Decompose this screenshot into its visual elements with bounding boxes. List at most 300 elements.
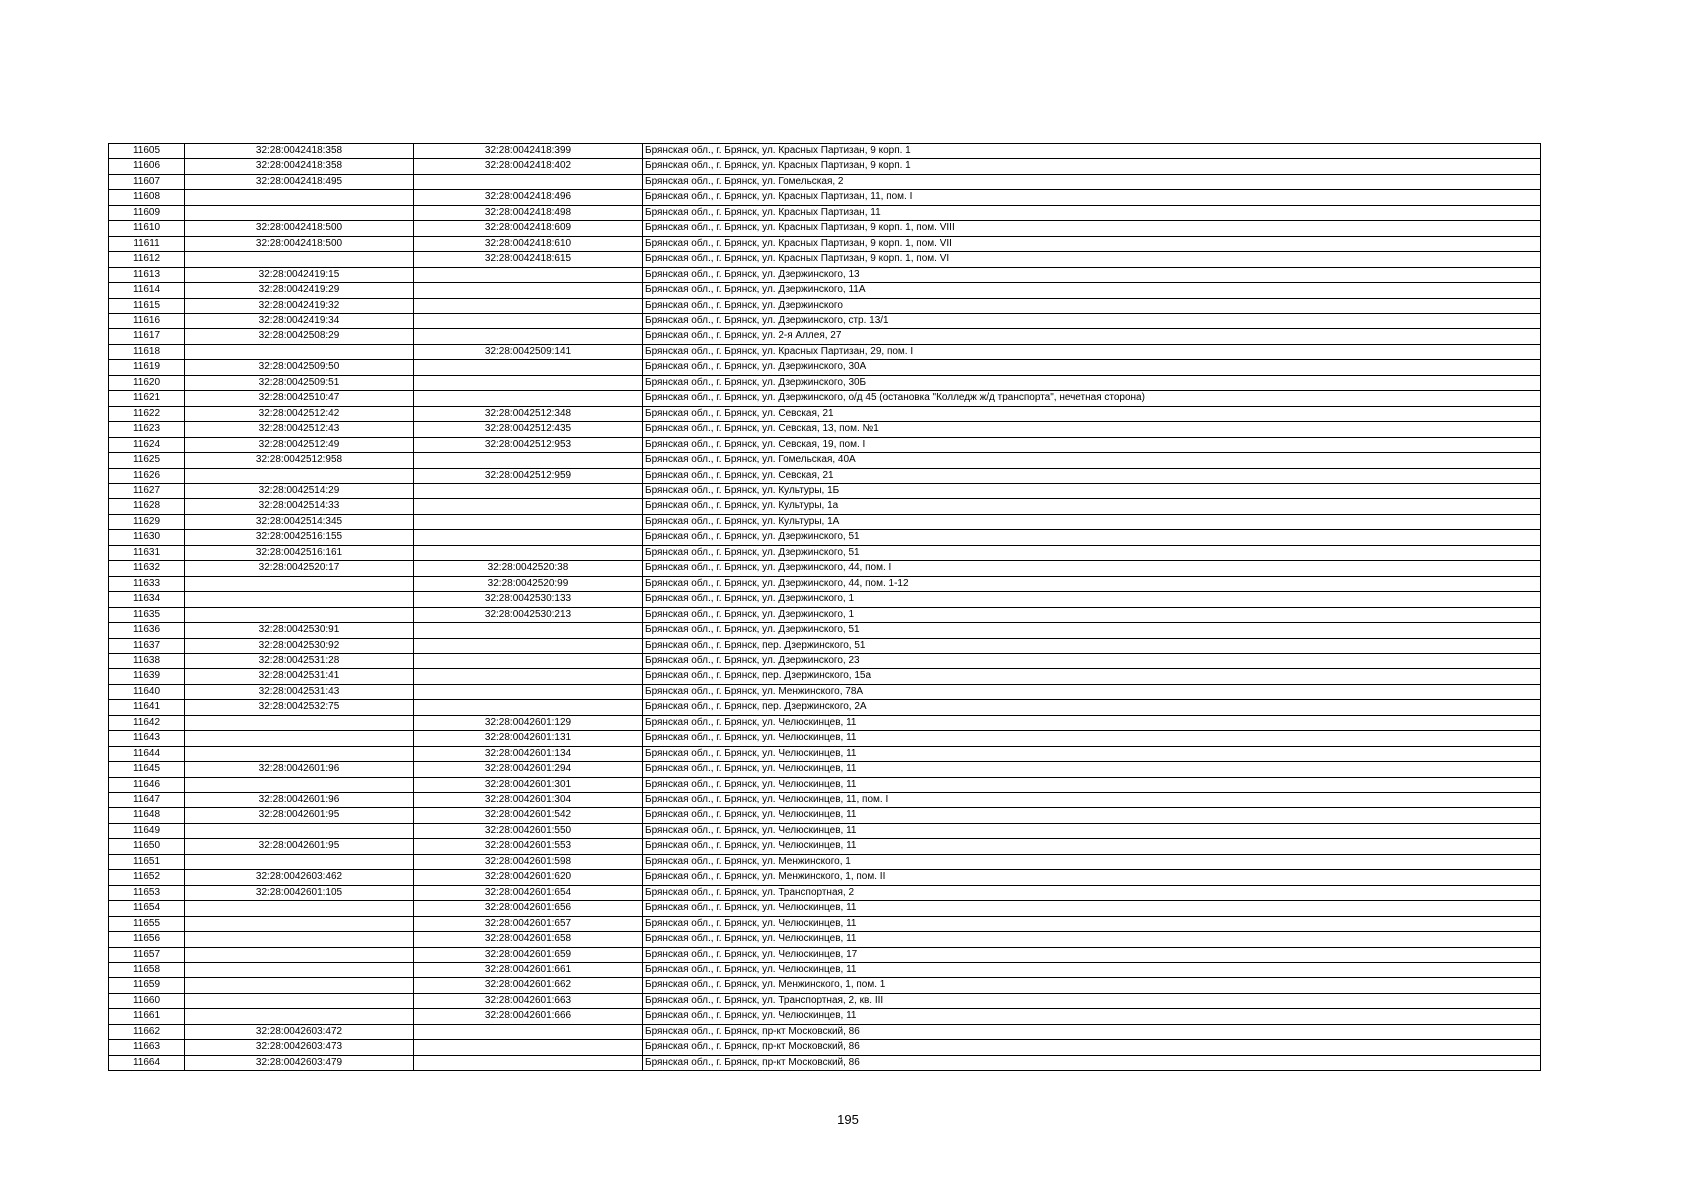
address-cell: Брянская обл., г. Брянск, ул. Гомельская, 40А xyxy=(643,453,1541,468)
parent-cadastral-number-cell xyxy=(185,592,414,607)
row-number-cell: 11606 xyxy=(109,159,185,174)
object-cadastral-number-cell: 32:28:0042530:133 xyxy=(414,592,643,607)
address-cell: Брянская обл., г. Брянск, ул. Севская, 21 xyxy=(643,406,1541,421)
address-cell: Брянская обл., г. Брянск, ул. Менжинского, 1, пом. 1 xyxy=(643,978,1541,993)
table-row xyxy=(109,267,1541,282)
parent-cadastral-number-cell: 32:28:0042508:29 xyxy=(185,329,414,344)
table-row xyxy=(109,669,1541,684)
row-number-cell: 11661 xyxy=(109,1009,185,1024)
object-cadastral-number-cell: 32:28:0042601:654 xyxy=(414,885,643,900)
row-number-cell: 11637 xyxy=(109,638,185,653)
address-cell: Брянская обл., г. Брянск, ул. Красных Партизан, 9 корп. 1 xyxy=(643,159,1541,174)
table-row xyxy=(109,144,1541,159)
address-cell: Брянская обл., г. Брянск, ул. Дзержинского xyxy=(643,298,1541,313)
row-number-cell: 11663 xyxy=(109,1040,185,1055)
table-row xyxy=(109,453,1541,468)
address-cell: Брянская обл., г. Брянск, ул. Челюскинцев, 11 xyxy=(643,777,1541,792)
row-number-cell: 11616 xyxy=(109,313,185,328)
object-cadastral-number-cell: 32:28:0042418:609 xyxy=(414,221,643,236)
table-row xyxy=(109,947,1541,962)
table-row xyxy=(109,360,1541,375)
parent-cadastral-number-cell: 32:28:0042531:41 xyxy=(185,669,414,684)
row-number-cell: 11608 xyxy=(109,190,185,205)
address-cell: Брянская обл., г. Брянск, ул. Красных Партизан, 9 корп. 1 xyxy=(643,144,1541,159)
object-cadastral-number-cell: 32:28:0042601:134 xyxy=(414,746,643,761)
row-number-cell: 11633 xyxy=(109,576,185,591)
table-row xyxy=(109,684,1541,699)
parent-cadastral-number-cell: 32:28:0042603:479 xyxy=(185,1055,414,1070)
address-cell: Брянская обл., г. Брянск, ул. Красных Партизан, 9 корп. 1, пом. VI xyxy=(643,252,1541,267)
table-row xyxy=(109,391,1541,406)
table-row xyxy=(109,190,1541,205)
parent-cadastral-number-cell: 32:28:0042532:75 xyxy=(185,700,414,715)
parent-cadastral-number-cell xyxy=(185,932,414,947)
row-number-cell: 11662 xyxy=(109,1024,185,1039)
row-number-cell: 11639 xyxy=(109,669,185,684)
address-cell: Брянская обл., г. Брянск, пер. Дзержинского, 15а xyxy=(643,669,1541,684)
object-cadastral-number-cell xyxy=(414,638,643,653)
object-cadastral-number-cell xyxy=(414,391,643,406)
row-number-cell: 11650 xyxy=(109,839,185,854)
object-cadastral-number-cell xyxy=(414,283,643,298)
table-row xyxy=(109,885,1541,900)
address-cell: Брянская обл., г. Брянск, ул. Красных Партизан, 9 корп. 1, пом. VII xyxy=(643,236,1541,251)
address-cell: Брянская обл., г. Брянск, пер. Дзержинского, 51 xyxy=(643,638,1541,653)
object-cadastral-number-cell: 32:28:0042601:656 xyxy=(414,901,643,916)
table-row xyxy=(109,221,1541,236)
address-cell: Брянская обл., г. Брянск, ул. Красных Партизан, 29, пом. I xyxy=(643,344,1541,359)
address-cell: Брянская обл., г. Брянск, ул. Челюскинцев, 11 xyxy=(643,963,1541,978)
table-row xyxy=(109,422,1541,437)
table-row xyxy=(109,375,1541,390)
object-cadastral-number-cell xyxy=(414,530,643,545)
object-cadastral-number-cell: 32:28:0042601:657 xyxy=(414,916,643,931)
table-row xyxy=(109,777,1541,792)
parent-cadastral-number-cell: 32:28:0042514:29 xyxy=(185,483,414,498)
parent-cadastral-number-cell: 32:28:0042418:495 xyxy=(185,174,414,189)
parent-cadastral-number-cell: 32:28:0042510:47 xyxy=(185,391,414,406)
address-cell: Брянская обл., г. Брянск, ул. Менжинского, 1 xyxy=(643,854,1541,869)
table-row xyxy=(109,916,1541,931)
parent-cadastral-number-cell: 32:28:0042601:105 xyxy=(185,885,414,900)
object-cadastral-number-cell xyxy=(414,1040,643,1055)
row-number-cell: 11629 xyxy=(109,514,185,529)
row-number-cell: 11646 xyxy=(109,777,185,792)
row-number-cell: 11607 xyxy=(109,174,185,189)
row-number-cell: 11628 xyxy=(109,499,185,514)
parent-cadastral-number-cell xyxy=(185,731,414,746)
object-cadastral-number-cell xyxy=(414,1055,643,1070)
row-number-cell: 11631 xyxy=(109,545,185,560)
object-cadastral-number-cell: 32:28:0042601:620 xyxy=(414,870,643,885)
row-number-cell: 11630 xyxy=(109,530,185,545)
address-cell: Брянская обл., г. Брянск, ул. Культуры, 1А xyxy=(643,514,1541,529)
parent-cadastral-number-cell: 32:28:0042418:500 xyxy=(185,221,414,236)
row-number-cell: 11611 xyxy=(109,236,185,251)
address-cell: Брянская обл., г. Брянск, ул. Дзержинского, 44, пом. 1-12 xyxy=(643,576,1541,591)
address-cell: Брянская обл., г. Брянск, ул. Дзержинского, о/д 45 (остановка "Колледж ж/д транспорта", нечетная сторона) xyxy=(643,391,1541,406)
parent-cadastral-number-cell xyxy=(185,746,414,761)
parent-cadastral-number-cell xyxy=(185,576,414,591)
registry-table-body xyxy=(109,144,1541,1071)
table-row xyxy=(109,561,1541,576)
address-cell: Брянская обл., г. Брянск, ул. Дзержинского, 51 xyxy=(643,530,1541,545)
object-cadastral-number-cell: 32:28:0042418:615 xyxy=(414,252,643,267)
object-cadastral-number-cell xyxy=(414,298,643,313)
row-number-cell: 11655 xyxy=(109,916,185,931)
parent-cadastral-number-cell xyxy=(185,715,414,730)
row-number-cell: 11617 xyxy=(109,329,185,344)
object-cadastral-number-cell xyxy=(414,669,643,684)
row-number-cell: 11644 xyxy=(109,746,185,761)
address-cell: Брянская обл., г. Брянск, ул. Транспортная, 2, кв. III xyxy=(643,993,1541,1008)
row-number-cell: 11658 xyxy=(109,963,185,978)
parent-cadastral-number-cell xyxy=(185,1009,414,1024)
object-cadastral-number-cell: 32:28:0042601:294 xyxy=(414,762,643,777)
parent-cadastral-number-cell: 32:28:0042530:92 xyxy=(185,638,414,653)
row-number-cell: 11642 xyxy=(109,715,185,730)
row-number-cell: 11613 xyxy=(109,267,185,282)
object-cadastral-number-cell xyxy=(414,684,643,699)
row-number-cell: 11625 xyxy=(109,453,185,468)
table-row xyxy=(109,978,1541,993)
table-row xyxy=(109,530,1541,545)
address-cell: Брянская обл., г. Брянск, ул. Севская, 19, пом. I xyxy=(643,437,1541,452)
row-number-cell: 11621 xyxy=(109,391,185,406)
row-number-cell: 11659 xyxy=(109,978,185,993)
table-row xyxy=(109,854,1541,869)
row-number-cell: 11622 xyxy=(109,406,185,421)
object-cadastral-number-cell xyxy=(414,329,643,344)
object-cadastral-number-cell xyxy=(414,499,643,514)
table-row xyxy=(109,653,1541,668)
table-row xyxy=(109,437,1541,452)
object-cadastral-number-cell: 32:28:0042601:663 xyxy=(414,993,643,1008)
table-row xyxy=(109,298,1541,313)
parent-cadastral-number-cell: 32:28:0042603:462 xyxy=(185,870,414,885)
address-cell: Брянская обл., г. Брянск, ул. Дзержинского, 51 xyxy=(643,545,1541,560)
object-cadastral-number-cell xyxy=(414,360,643,375)
object-cadastral-number-cell: 32:28:0042418:496 xyxy=(414,190,643,205)
object-cadastral-number-cell: 32:28:0042418:610 xyxy=(414,236,643,251)
table-row xyxy=(109,963,1541,978)
row-number-cell: 11652 xyxy=(109,870,185,885)
parent-cadastral-number-cell: 32:28:0042514:33 xyxy=(185,499,414,514)
parent-cadastral-number-cell: 32:28:0042603:472 xyxy=(185,1024,414,1039)
table-row xyxy=(109,468,1541,483)
table-row xyxy=(109,839,1541,854)
table-row xyxy=(109,823,1541,838)
table-row xyxy=(109,406,1541,421)
parent-cadastral-number-cell xyxy=(185,993,414,1008)
parent-cadastral-number-cell: 32:28:0042603:473 xyxy=(185,1040,414,1055)
table-row xyxy=(109,932,1541,947)
address-cell: Брянская обл., г. Брянск, ул. Культуры, 1а xyxy=(643,499,1541,514)
parent-cadastral-number-cell: 32:28:0042512:958 xyxy=(185,453,414,468)
row-number-cell: 11643 xyxy=(109,731,185,746)
parent-cadastral-number-cell xyxy=(185,205,414,220)
row-number-cell: 11626 xyxy=(109,468,185,483)
parent-cadastral-number-cell: 32:28:0042418:358 xyxy=(185,144,414,159)
table-row xyxy=(109,700,1541,715)
parent-cadastral-number-cell xyxy=(185,963,414,978)
row-number-cell: 11647 xyxy=(109,793,185,808)
table-row xyxy=(109,174,1541,189)
table-row xyxy=(109,514,1541,529)
object-cadastral-number-cell: 32:28:0042520:99 xyxy=(414,576,643,591)
row-number-cell: 11634 xyxy=(109,592,185,607)
address-cell: Брянская обл., г. Брянск, ул. Дзержинского, 30Б xyxy=(643,375,1541,390)
row-number-cell: 11648 xyxy=(109,808,185,823)
parent-cadastral-number-cell xyxy=(185,916,414,931)
object-cadastral-number-cell: 32:28:0042601:553 xyxy=(414,839,643,854)
object-cadastral-number-cell: 32:28:0042418:399 xyxy=(414,144,643,159)
row-number-cell: 11612 xyxy=(109,252,185,267)
row-number-cell: 11657 xyxy=(109,947,185,962)
address-cell: Брянская обл., г. Брянск, ул. Челюскинцев, 11 xyxy=(643,746,1541,761)
address-cell: Брянская обл., г. Брянск, ул. Транспортная, 2 xyxy=(643,885,1541,900)
address-cell: Брянская обл., г. Брянск, ул. Челюскинцев, 11 xyxy=(643,916,1541,931)
parent-cadastral-number-cell xyxy=(185,344,414,359)
table-row xyxy=(109,205,1541,220)
object-cadastral-number-cell: 32:28:0042601:659 xyxy=(414,947,643,962)
address-cell: Брянская обл., г. Брянск, ул. Дзержинского, 30А xyxy=(643,360,1541,375)
table-row xyxy=(109,715,1541,730)
row-number-cell: 11638 xyxy=(109,653,185,668)
object-cadastral-number-cell xyxy=(414,700,643,715)
row-number-cell: 11624 xyxy=(109,437,185,452)
table-row xyxy=(109,236,1541,251)
parent-cadastral-number-cell xyxy=(185,978,414,993)
row-number-cell: 11654 xyxy=(109,901,185,916)
table-row xyxy=(109,993,1541,1008)
parent-cadastral-number-cell: 32:28:0042509:51 xyxy=(185,375,414,390)
object-cadastral-number-cell: 32:28:0042601:304 xyxy=(414,793,643,808)
address-cell: Брянская обл., г. Брянск, ул. Челюскинцев, 11 xyxy=(643,762,1541,777)
table-row xyxy=(109,313,1541,328)
table-row xyxy=(109,607,1541,622)
table-row xyxy=(109,576,1541,591)
object-cadastral-number-cell xyxy=(414,514,643,529)
parent-cadastral-number-cell: 32:28:0042601:95 xyxy=(185,839,414,854)
parent-cadastral-number-cell: 32:28:0042514:345 xyxy=(185,514,414,529)
object-cadastral-number-cell xyxy=(414,267,643,282)
row-number-cell: 11609 xyxy=(109,205,185,220)
row-number-cell: 11605 xyxy=(109,144,185,159)
address-cell: Брянская обл., г. Брянск, ул. Челюскинцев, 11 xyxy=(643,1009,1541,1024)
parent-cadastral-number-cell xyxy=(185,190,414,205)
address-cell: Брянская обл., г. Брянск, ул. Севская, 13, пом. №1 xyxy=(643,422,1541,437)
object-cadastral-number-cell: 32:28:0042530:213 xyxy=(414,607,643,622)
parent-cadastral-number-cell xyxy=(185,252,414,267)
address-cell: Брянская обл., г. Брянск, ул. Гомельская, 2 xyxy=(643,174,1541,189)
table-row xyxy=(109,901,1541,916)
table-row xyxy=(109,746,1541,761)
table-row xyxy=(109,1009,1541,1024)
object-cadastral-number-cell: 32:28:0042512:435 xyxy=(414,422,643,437)
parent-cadastral-number-cell: 32:28:0042601:95 xyxy=(185,808,414,823)
address-cell: Брянская обл., г. Брянск, пр-кт Московский, 86 xyxy=(643,1055,1541,1070)
address-cell: Брянская обл., г. Брянск, ул. Челюскинцев, 11 xyxy=(643,823,1541,838)
object-cadastral-number-cell: 32:28:0042601:598 xyxy=(414,854,643,869)
table-row xyxy=(109,283,1541,298)
object-cadastral-number-cell: 32:28:0042601:550 xyxy=(414,823,643,838)
address-cell: Брянская обл., г. Брянск, ул. Челюскинцев, 11 xyxy=(643,932,1541,947)
table-row xyxy=(109,483,1541,498)
row-number-cell: 11656 xyxy=(109,932,185,947)
object-cadastral-number-cell: 32:28:0042418:402 xyxy=(414,159,643,174)
row-number-cell: 11636 xyxy=(109,623,185,638)
row-number-cell: 11620 xyxy=(109,375,185,390)
address-cell: Брянская обл., г. Брянск, ул. Дзержинского, 23 xyxy=(643,653,1541,668)
address-cell: Брянская обл., г. Брянск, ул. Челюскинцев, 11 xyxy=(643,731,1541,746)
address-cell: Брянская обл., г. Брянск, ул. Менжинского, 1, пом. II xyxy=(643,870,1541,885)
table-row xyxy=(109,329,1541,344)
object-cadastral-number-cell xyxy=(414,653,643,668)
object-cadastral-number-cell: 32:28:0042601:129 xyxy=(414,715,643,730)
table-row xyxy=(109,870,1541,885)
address-cell: Брянская обл., г. Брянск, ул. Челюскинцев, 11, пом. I xyxy=(643,793,1541,808)
object-cadastral-number-cell: 32:28:0042601:658 xyxy=(414,932,643,947)
table-row xyxy=(109,623,1541,638)
parent-cadastral-number-cell: 32:28:0042512:42 xyxy=(185,406,414,421)
table-row xyxy=(109,638,1541,653)
address-cell: Брянская обл., г. Брянск, ул. 2-я Аллея, 27 xyxy=(643,329,1541,344)
row-number-cell: 11619 xyxy=(109,360,185,375)
parent-cadastral-number-cell: 32:28:0042509:50 xyxy=(185,360,414,375)
parent-cadastral-number-cell: 32:28:0042512:43 xyxy=(185,422,414,437)
page-number: 195 xyxy=(837,1112,859,1127)
row-number-cell: 11640 xyxy=(109,684,185,699)
object-cadastral-number-cell: 32:28:0042601:301 xyxy=(414,777,643,792)
row-number-cell: 11623 xyxy=(109,422,185,437)
table-row xyxy=(109,762,1541,777)
parent-cadastral-number-cell: 32:28:0042418:358 xyxy=(185,159,414,174)
address-cell: Брянская обл., г. Брянск, ул. Красных Партизан, 11 xyxy=(643,205,1541,220)
address-cell: Брянская обл., г. Брянск, ул. Челюскинцев, 11 xyxy=(643,839,1541,854)
address-cell: Брянская обл., г. Брянск, ул. Челюскинцев, 17 xyxy=(643,947,1541,962)
address-cell: Брянская обл., г. Брянск, пр-кт Московский, 86 xyxy=(643,1040,1541,1055)
row-number-cell: 11651 xyxy=(109,854,185,869)
object-cadastral-number-cell xyxy=(414,375,643,390)
parent-cadastral-number-cell xyxy=(185,947,414,962)
table-row xyxy=(109,545,1541,560)
address-cell: Брянская обл., г. Брянск, ул. Красных Партизан, 11, пом. I xyxy=(643,190,1541,205)
object-cadastral-number-cell: 32:28:0042601:661 xyxy=(414,963,643,978)
address-cell: Брянская обл., г. Брянск, ул. Челюскинцев, 11 xyxy=(643,715,1541,730)
row-number-cell: 11641 xyxy=(109,700,185,715)
parent-cadastral-number-cell: 32:28:0042419:32 xyxy=(185,298,414,313)
address-cell: Брянская обл., г. Брянск, ул. Дзержинского, 1 xyxy=(643,607,1541,622)
table-row xyxy=(109,252,1541,267)
object-cadastral-number-cell: 32:28:0042601:662 xyxy=(414,978,643,993)
parent-cadastral-number-cell xyxy=(185,468,414,483)
object-cadastral-number-cell xyxy=(414,313,643,328)
parent-cadastral-number-cell xyxy=(185,607,414,622)
row-number-cell: 11653 xyxy=(109,885,185,900)
object-cadastral-number-cell: 32:28:0042512:953 xyxy=(414,437,643,452)
table-row xyxy=(109,592,1541,607)
parent-cadastral-number-cell: 32:28:0042516:155 xyxy=(185,530,414,545)
parent-cadastral-number-cell xyxy=(185,854,414,869)
address-cell: Брянская обл., г. Брянск, ул. Красных Партизан, 9 корп. 1, пом. VIII xyxy=(643,221,1541,236)
parent-cadastral-number-cell xyxy=(185,777,414,792)
object-cadastral-number-cell: 32:28:0042520:38 xyxy=(414,561,643,576)
address-cell: Брянская обл., г. Брянск, ул. Челюскинцев, 11 xyxy=(643,808,1541,823)
row-number-cell: 11635 xyxy=(109,607,185,622)
row-number-cell: 11610 xyxy=(109,221,185,236)
address-cell: Брянская обл., г. Брянск, ул. Менжинского, 78А xyxy=(643,684,1541,699)
parent-cadastral-number-cell: 32:28:0042516:161 xyxy=(185,545,414,560)
object-cadastral-number-cell xyxy=(414,453,643,468)
address-cell: Брянская обл., г. Брянск, пер. Дзержинского, 2А xyxy=(643,700,1541,715)
address-cell: Брянская обл., г. Брянск, ул. Дзержинского, 13 xyxy=(643,267,1541,282)
registry-table xyxy=(108,143,1541,1071)
table-row xyxy=(109,159,1541,174)
parent-cadastral-number-cell: 32:28:0042520:17 xyxy=(185,561,414,576)
parent-cadastral-number-cell: 32:28:0042512:49 xyxy=(185,437,414,452)
table-row xyxy=(109,1024,1541,1039)
address-cell: Брянская обл., г. Брянск, ул. Культуры, 1Б xyxy=(643,483,1541,498)
row-number-cell: 11615 xyxy=(109,298,185,313)
object-cadastral-number-cell xyxy=(414,1024,643,1039)
table-row xyxy=(109,793,1541,808)
parent-cadastral-number-cell: 32:28:0042419:29 xyxy=(185,283,414,298)
object-cadastral-number-cell xyxy=(414,174,643,189)
parent-cadastral-number-cell: 32:28:0042601:96 xyxy=(185,762,414,777)
row-number-cell: 11632 xyxy=(109,561,185,576)
object-cadastral-number-cell: 32:28:0042601:542 xyxy=(414,808,643,823)
parent-cadastral-number-cell: 32:28:0042531:28 xyxy=(185,653,414,668)
table-row xyxy=(109,344,1541,359)
row-number-cell: 11645 xyxy=(109,762,185,777)
address-cell: Брянская обл., г. Брянск, ул. Дзержинского, 51 xyxy=(643,623,1541,638)
table-row xyxy=(109,731,1541,746)
row-number-cell: 11614 xyxy=(109,283,185,298)
address-cell: Брянская обл., г. Брянск, ул. Дзержинского, 11А xyxy=(643,283,1541,298)
parent-cadastral-number-cell: 32:28:0042530:91 xyxy=(185,623,414,638)
parent-cadastral-number-cell: 32:28:0042418:500 xyxy=(185,236,414,251)
table-row xyxy=(109,499,1541,514)
row-number-cell: 11649 xyxy=(109,823,185,838)
address-cell: Брянская обл., г. Брянск, ул. Челюскинцев, 11 xyxy=(643,901,1541,916)
parent-cadastral-number-cell xyxy=(185,823,414,838)
row-number-cell: 11664 xyxy=(109,1055,185,1070)
table-row xyxy=(109,808,1541,823)
parent-cadastral-number-cell xyxy=(185,901,414,916)
address-cell: Брянская обл., г. Брянск, ул. Дзержинского, 1 xyxy=(643,592,1541,607)
object-cadastral-number-cell: 32:28:0042418:498 xyxy=(414,205,643,220)
object-cadastral-number-cell: 32:28:0042601:131 xyxy=(414,731,643,746)
table-row xyxy=(109,1055,1541,1070)
row-number-cell: 11660 xyxy=(109,993,185,1008)
object-cadastral-number-cell: 32:28:0042512:348 xyxy=(414,406,643,421)
object-cadastral-number-cell: 32:28:0042601:666 xyxy=(414,1009,643,1024)
object-cadastral-number-cell xyxy=(414,483,643,498)
object-cadastral-number-cell xyxy=(414,545,643,560)
object-cadastral-number-cell xyxy=(414,623,643,638)
address-cell: Брянская обл., г. Брянск, пр-кт Московский, 86 xyxy=(643,1024,1541,1039)
row-number-cell: 11627 xyxy=(109,483,185,498)
address-cell: Брянская обл., г. Брянск, ул. Севская, 21 xyxy=(643,468,1541,483)
address-cell: Брянская обл., г. Брянск, ул. Дзержинского, стр. 13/1 xyxy=(643,313,1541,328)
table-row xyxy=(109,1040,1541,1055)
object-cadastral-number-cell: 32:28:0042512:959 xyxy=(414,468,643,483)
parent-cadastral-number-cell: 32:28:0042419:34 xyxy=(185,313,414,328)
parent-cadastral-number-cell: 32:28:0042419:15 xyxy=(185,267,414,282)
parent-cadastral-number-cell: 32:28:0042531:43 xyxy=(185,684,414,699)
row-number-cell: 11618 xyxy=(109,344,185,359)
